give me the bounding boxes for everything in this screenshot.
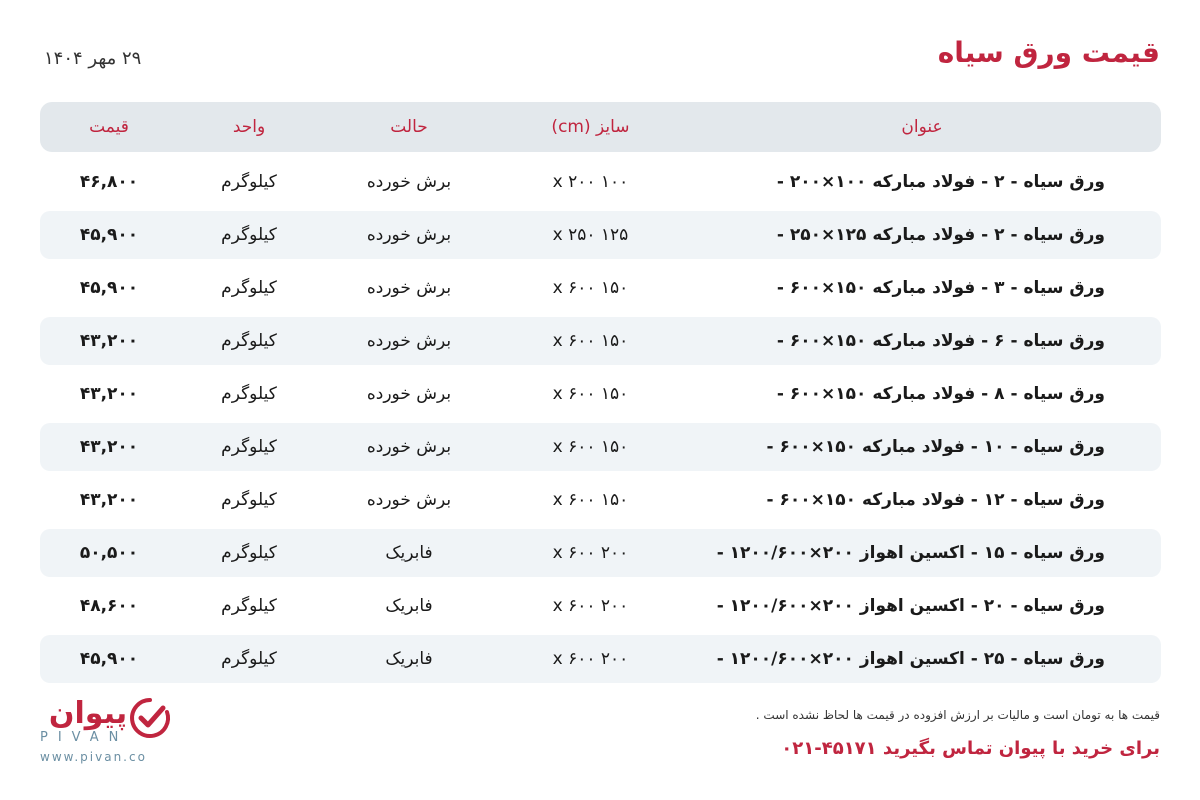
table-row — [40, 476, 1161, 524]
page-title: قیمت ورق سیاه — [937, 36, 1160, 69]
row-size: ۱۵۰ x ۶۰۰ — [552, 331, 629, 351]
column-header-price: قیمت — [89, 117, 129, 137]
row-state: برش خورده — [366, 331, 452, 351]
column-header-unit: واحد — [232, 117, 266, 137]
row-state: برش خورده — [366, 278, 452, 298]
row-price: ۴۵,۹۰۰ — [79, 649, 139, 669]
table-row — [40, 582, 1161, 630]
row-title: ورق سیاه - ۶ - فولاد مبارکه ۱۵۰×۶۰۰ - — [776, 331, 1105, 351]
row-unit: کیلوگرم — [221, 649, 277, 669]
page-date: ۲۹ مهر ۱۴۰۴ — [44, 48, 142, 69]
brand-name-en: PIVAN — [40, 730, 129, 745]
row-size: ۱۲۵ x ۲۵۰ — [552, 225, 629, 245]
row-size: ۱۵۰ x ۶۰۰ — [552, 437, 629, 457]
row-unit: کیلوگرم — [221, 331, 277, 351]
row-price: ۴۳,۲۰۰ — [79, 331, 139, 351]
table-row — [40, 264, 1161, 312]
row-size: ۲۰۰ x ۶۰۰ — [552, 596, 629, 616]
brand-logo — [40, 694, 180, 774]
table-row — [40, 529, 1161, 577]
column-header-size: سایز (cm) — [551, 117, 630, 137]
row-state: فابریک — [385, 596, 433, 616]
row-unit: کیلوگرم — [221, 490, 277, 510]
row-price: ۴۳,۲۰۰ — [79, 490, 139, 510]
row-size: ۱۵۰ x ۶۰۰ — [552, 384, 629, 404]
row-size: ۱۵۰ x ۶۰۰ — [552, 490, 629, 510]
row-unit: کیلوگرم — [221, 384, 277, 404]
brand-url: www.pivan.co — [40, 750, 147, 764]
row-state: فابریک — [385, 649, 433, 669]
row-unit: کیلوگرم — [221, 278, 277, 298]
row-unit: کیلوگرم — [221, 543, 277, 563]
table-row — [40, 317, 1161, 365]
row-price: ۴۳,۲۰۰ — [79, 384, 139, 404]
row-state: برش خورده — [366, 437, 452, 457]
row-title: ورق سیاه - ۱۲ - فولاد مبارکه ۱۵۰×۶۰۰ - — [766, 490, 1105, 510]
row-unit: کیلوگرم — [221, 172, 277, 192]
row-price: ۴۵,۹۰۰ — [79, 225, 139, 245]
column-header-title: عنوان — [901, 117, 943, 137]
row-size: ۲۰۰ x ۶۰۰ — [552, 543, 629, 563]
row-state: برش خورده — [366, 172, 452, 192]
row-title: ورق سیاه - ۲ - فولاد مبارکه ۱۲۵×۲۵۰ - — [776, 225, 1105, 245]
row-price: ۴۵,۹۰۰ — [79, 278, 139, 298]
row-state: برش خورده — [366, 225, 452, 245]
row-title: ورق سیاه - ۸ - فولاد مبارکه ۱۵۰×۶۰۰ - — [776, 384, 1105, 404]
price-table — [40, 102, 1161, 683]
row-title: ورق سیاه - ۲۵ - اکسین اهواز ۲۰۰×۱۲۰۰/۶۰۰ - — [716, 649, 1105, 669]
row-price: ۴۳,۲۰۰ — [79, 437, 139, 457]
row-title: ورق سیاه - ۲ - فولاد مبارکه ۱۰۰×۲۰۰ - — [776, 172, 1105, 192]
price-footnote: قیمت ها به تومان است و مالیات بر ارزش افزوده در قیمت ها لحاظ نشده است . — [755, 708, 1160, 722]
row-unit: کیلوگرم — [221, 437, 277, 457]
column-header-state: حالت — [390, 117, 428, 137]
row-state: برش خورده — [366, 384, 452, 404]
table-row — [40, 635, 1161, 683]
table-row — [40, 423, 1161, 471]
row-price: ۵۰,۵۰۰ — [79, 543, 139, 563]
table-header — [40, 102, 1161, 152]
table-row — [40, 158, 1161, 206]
row-price: ۴۶,۸۰۰ — [79, 172, 139, 192]
row-title: ورق سیاه - ۱۵ - اکسین اهواز ۲۰۰×۱۲۰۰/۶۰۰ - — [716, 543, 1105, 563]
row-title: ورق سیاه - ۱۰ - فولاد مبارکه ۱۵۰×۶۰۰ - — [766, 437, 1105, 457]
row-size: ۱۰۰ x ۲۰۰ — [552, 172, 629, 192]
row-title: ورق سیاه - ۳ - فولاد مبارکه ۱۵۰×۶۰۰ - — [776, 278, 1105, 298]
row-title: ورق سیاه - ۲۰ - اکسین اهواز ۲۰۰×۱۲۰۰/۶۰۰ - — [716, 596, 1105, 616]
row-size: ۲۰۰ x ۶۰۰ — [552, 649, 629, 669]
table-row — [40, 211, 1161, 259]
row-price: ۴۸,۶۰۰ — [79, 596, 139, 616]
table-row — [40, 370, 1161, 418]
row-state: برش خورده — [366, 490, 452, 510]
contact-line: برای خرید با پیوان تماس بگیرید ۴۵۱۷۱-۰۲۱ — [781, 738, 1160, 759]
brand-name-fa: پیوان — [48, 696, 128, 731]
row-unit: کیلوگرم — [221, 225, 277, 245]
row-size: ۱۵۰ x ۶۰۰ — [552, 278, 629, 298]
row-state: فابریک — [385, 543, 433, 563]
row-unit: کیلوگرم — [221, 596, 277, 616]
